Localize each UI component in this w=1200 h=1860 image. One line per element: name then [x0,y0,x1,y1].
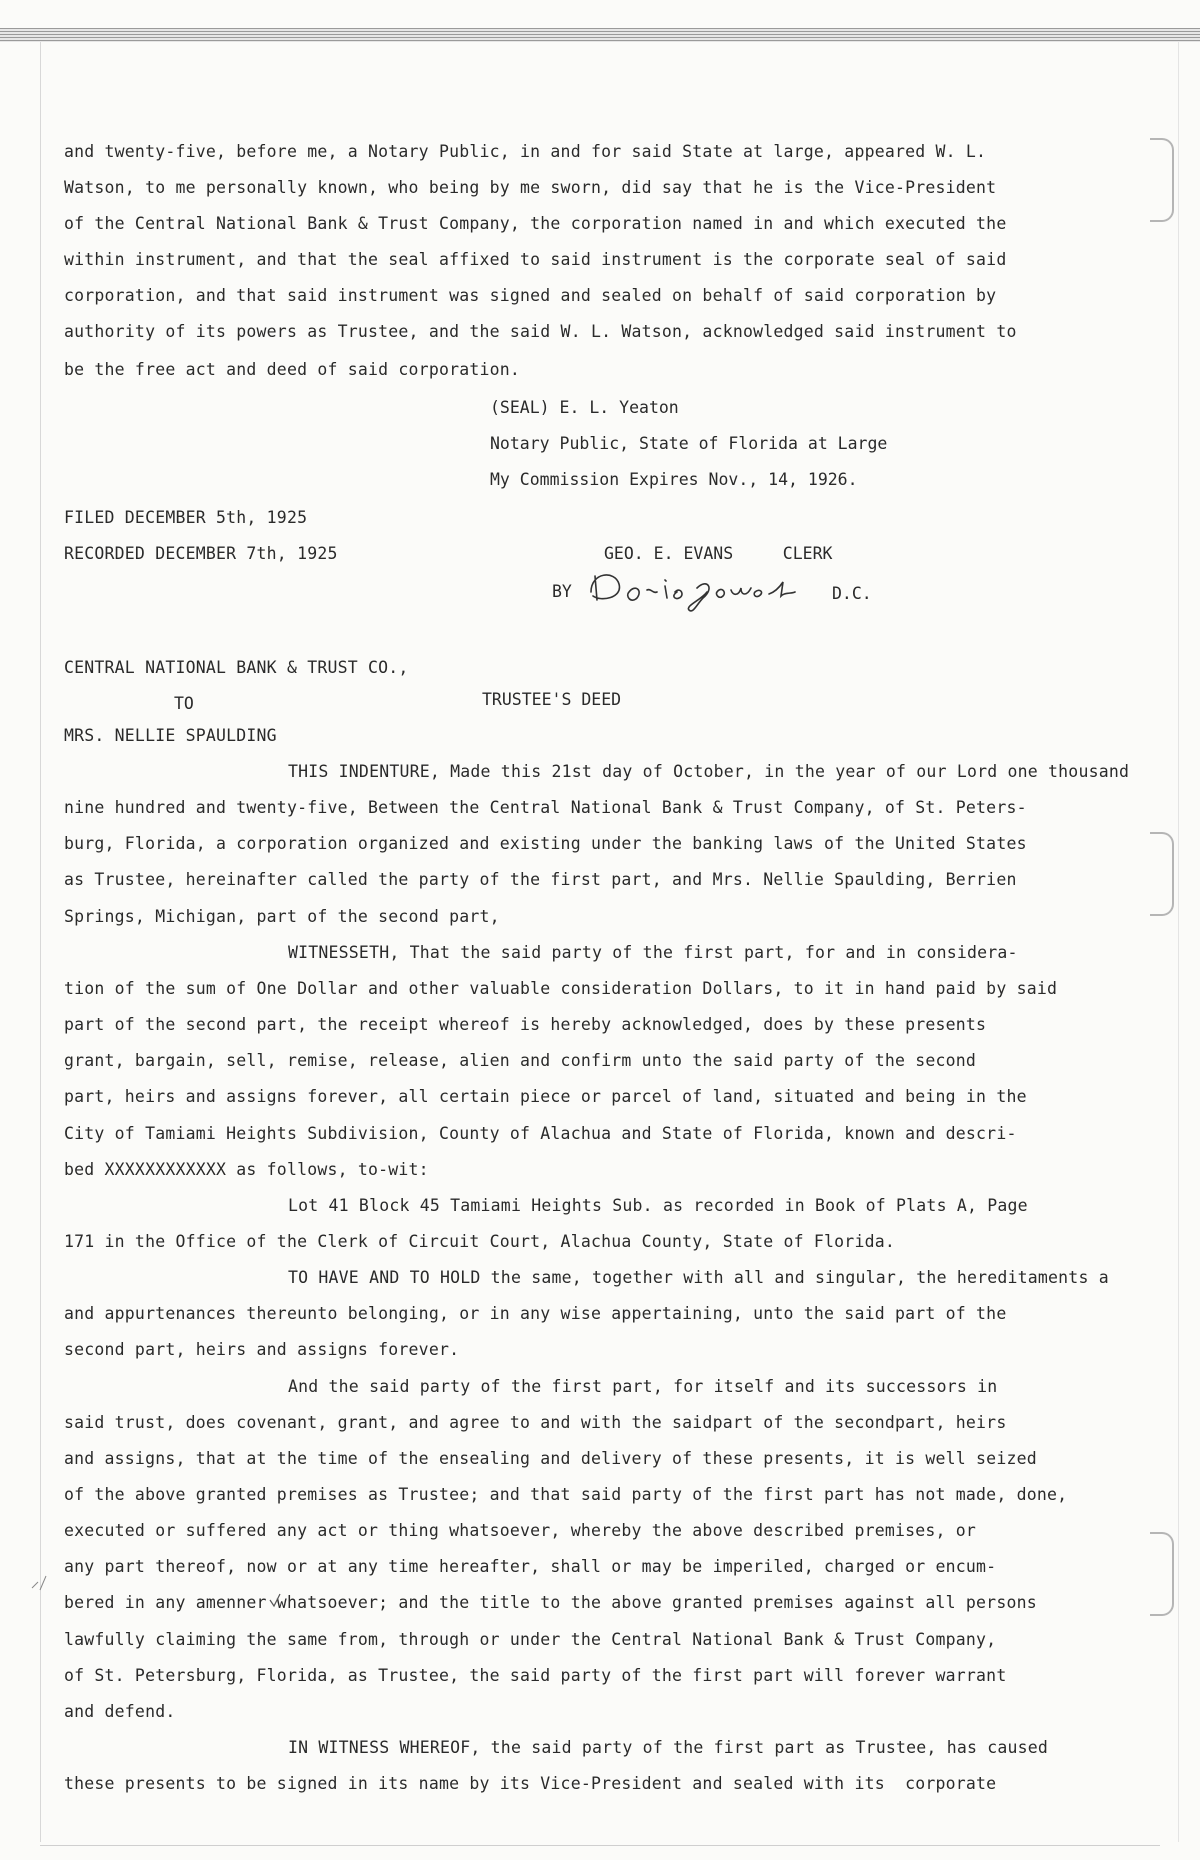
notary-title: Notary Public, State of Florida at Large [490,434,888,453]
deed-text-line: part of the second part, the receipt whereof is hereby acknowledged, does by these presents [64,1015,987,1034]
notary-commission-expiry: My Commission Expires Nov., 14, 1926. [490,470,858,489]
notary-text-line: corporation, and that said instrument was signed and sealed on behalf of said corporation by [64,286,997,305]
grantor-name: CENTRAL NATIONAL BANK & TRUST CO., [64,658,409,677]
deed-text-line: any part thereof, now or at any time hereafter, shall or may be imperiled, charged or encum- [64,1557,997,1576]
deed-text-line: part, heirs and assigns forever, all certain piece or parcel of land, situated and being in the [64,1087,1027,1106]
notary-text-line: be the free act and deed of said corporation. [64,360,521,379]
right-margin-line [1178,42,1179,1842]
notary-text-line: Watson, to me personally known, who being by me sworn, did say that he is the Vice-President [64,178,997,197]
grantee-name: MRS. NELLIE SPAULDING [64,726,277,745]
deed-text-line: Springs, Michigan, part of the second part, [64,907,500,926]
binder-hole-icon [1150,138,1174,222]
deed-text-line: and appurtenances thereunto belonging, or in any wise appertaining, unto the said part of the [64,1304,1007,1323]
to-label: TO [174,694,194,713]
deed-text-line: And the said party of the first part, for itself and its successors in [288,1377,998,1396]
deed-text-line: burg, Florida, a corporation organized and existing under the banking laws of the United States [64,834,1027,853]
notary-text-line: and twenty-five, before me, a Notary Public, in and for said State at large, appeared W. L. [64,142,987,161]
clerk-signature [585,562,825,616]
deed-text-line: these presents to be signed in its name by its Vice-President and sealed with its corporate [64,1774,997,1793]
notary-seal-line: (SEAL) E. L. Yeaton [490,398,679,417]
deed-text-line: IN WITNESS WHEREOF, the said party of the first part as Trustee, has caused [288,1738,1049,1757]
deed-text-line: 171 in the Office of the Clerk of Circuit Court, Alachua County, State of Florida. [64,1232,895,1251]
deed-text-line: grant, bargain, sell, remise, release, alien and confirm unto the said party of the second [64,1051,977,1070]
notary-text-line: authority of its powers as Trustee, and the said W. L. Watson, acknowledged said instrument to [64,322,1017,341]
margin-tick-icon [30,1572,50,1592]
deed-text-line: of the above granted premises as Trustee; and that said party of the first part has not made, done, [64,1485,1068,1504]
clerk-name: GEO. E. EVANS CLERK [604,544,833,563]
notary-text-line: within instrument, and that the seal affixed to said instrument is the corporate seal of said [64,250,1007,269]
binder-hole-icon [1150,1532,1174,1616]
deed-text-line: nine hundred and twenty-five, Between the Central National Bank & Trust Company, of St. Peters- [64,798,1027,817]
deed-text-line: of St. Petersburg, Florida, as Trustee, the said party of the first part will forever warrant [64,1666,1007,1685]
deed-text-line: executed or suffered any act or thing whatsoever, whereby the above described premises, or [64,1521,977,1540]
binder-hole-icon [1150,832,1174,916]
deed-text-line: THIS INDENTURE, Made this 21st day of October, in the year of our Lord one thousand [288,762,1130,781]
deed-text-line: as Trustee, hereinafter called the party of the first part, and Mrs. Nellie Spaulding, Berrien [64,870,1017,889]
deed-text-line: City of Tamiami Heights Subdivision, County of Alachua and State of Florida, known and descri- [64,1124,1017,1143]
bottom-edge-rule [40,1845,1160,1846]
deed-text-line: tion of the sum of One Dollar and other valuable consideration Dollars, to it in hand paid by said [64,979,1058,998]
notary-text-line: of the Central National Bank & Trust Company, the corporation named in and which executed the [64,214,1007,233]
deed-text-line: TO HAVE AND TO HOLD the same, together with all and singular, the hereditaments a [288,1268,1109,1287]
by-label: BY [552,582,572,601]
recorded-date: RECORDED DECEMBER 7th, 1925 [64,544,338,563]
deed-text-line: said trust, does covenant, grant, and agree to and with the saidpart of the secondpart, heirs [64,1413,1007,1432]
deed-title: TRUSTEE'S DEED [482,690,622,709]
deed-text-line: bed XXXXXXXXXXXX as follows, to-wit: [64,1160,429,1179]
check-mark-icon [268,1592,282,1608]
deed-text-line: lawfully claiming the same from, through or under the Central National Bank & Trust Company, [64,1630,997,1649]
deed-text-line: and assigns, that at the time of the ensealing and delivery of these presents, it is well seized [64,1449,1037,1468]
deed-text-line: bered in any amenner whatsoever; and the title to the above granted premises against all persons [64,1593,1037,1612]
deed-text-line: second part, heirs and assigns forever. [64,1340,460,1359]
deputy-clerk-label: D.C. [832,584,872,603]
deed-text-line: WITNESSETH, That the said party of the first part, for and in considera- [288,943,1018,962]
top-edge-rule [0,28,1200,42]
filed-date: FILED DECEMBER 5th, 1925 [64,508,308,527]
deed-text-line: Lot 41 Block 45 Tamiami Heights Sub. as recorded in Book of Plats A, Page [288,1196,1028,1215]
deed-text-line: and defend. [64,1702,176,1721]
